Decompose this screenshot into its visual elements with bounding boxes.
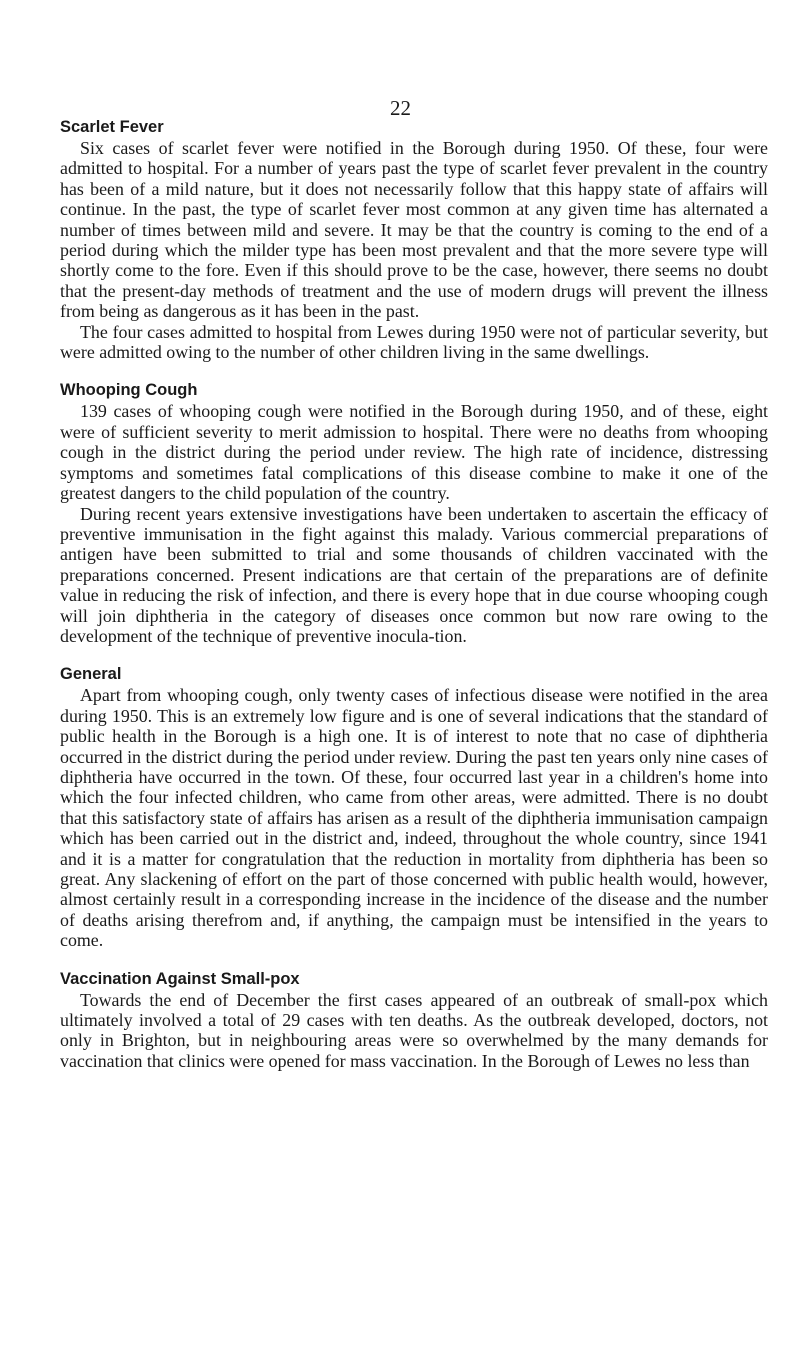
section-vaccination-small-pox <box>60 968 768 1072</box>
document-body <box>60 116 768 1071</box>
section-heading: General <box>60 665 122 684</box>
paragraph: Six cases of scarlet fever were notified in the Borough during 1950. Of these, four were admitted to hospital. For a number of years past the type of scarlet fever prevalent in the country has been of a mild nature, but it does not necessarily follow that this happy state of affairs will continue. In the past, the type of scarlet fever most common at any given time has alternated a number of times between mild and severe. It may be that the country is coming to the end of a period during which the milder type has been most prevalent and that the more severe type will shortly come to the fore. Even if this should prove to be the case, however, there seems no doubt that the present-day methods of treatment and the use of modern drugs will prevent the illness from being as dangerous as it has been in the past. <box>60 138 768 322</box>
section-whooping-cough <box>60 379 768 646</box>
section-general <box>60 663 768 950</box>
paragraph: Towards the end of December the first cases appeared of an outbreak of small-pox which ultimately involved a total of 29 cases with ten deaths. As the outbreak developed, doctors, not only in Brighton, but in neighbouring areas were so overwhelmed by the many demands for vaccination that clinics were opened for mass vaccination. In the Borough of Lewes no less than <box>60 989 768 1071</box>
page-number: 22 <box>390 96 411 120</box>
paragraph: The four cases admitted to hospital from Lewes during 1950 were not of particular severity, but were admitted owing to the number of other children living in the same dwellings. <box>60 321 768 363</box>
paragraph: Apart from whooping cough, only twenty cases of infectious disease were notified in the area during 1950. This is an extremely low figure and is one of several indications that the standard of public health in the Borough is a high one. It is of interest to note that no case of diphtheria occurred in the district during the period under review. During the past ten years only nine cases of diphtheria have occurred in the town. Of these, four occurred last year in a children's home into which the four infected children, who came from other areas, were admitted. There is no doubt that this satisfactory state of affairs has arisen as a result of the diphtheria immunisation campaign which has been carried out in the district and, indeed, throughout the whole country, since 1941 and it is a matter for congratulation that the reduction in mortality from diphtheria has been so great. Any slackening of effort on the part of those concerned with public health would, however, almost certainly result in a corresponding increase in the incidence of the disease and the number of deaths arising therefrom and, if anything, the campaign must be intensified in the years to come. <box>60 685 768 951</box>
section-scarlet-fever <box>60 116 768 362</box>
section-heading: Scarlet Fever <box>60 118 164 136</box>
paragraph: During recent years extensive investigations have been undertaken to ascertain the efficacy of preventive immunisation in the fight against this malady. Various commercial preparations of antigen have been submitted to trial and some thousands of children vaccinated with the preparations concerned. Present indications are that certain of the preparations are of definite value in reducing the risk of infection, and there is every hope that in due course whooping cough will join diphtheria in the category of diseases once common but now rare owing to the development of the technique of preventive inocula-tion. <box>60 503 768 646</box>
paragraph: 139 cases of whooping cough were notified in the Borough during 1950, and of these, eight were of sufficient severity to merit admission to hospital. There were no deaths from whooping cough in the district during the period under review. The high rate of incidence, distressing symptoms and sometimes fatal complications of this disease combine to make it one of the greatest dangers to the child population of the country. <box>60 401 768 504</box>
section-heading: Whooping Cough <box>60 381 198 400</box>
section-heading: Vaccination Against Small-pox <box>60 969 300 988</box>
